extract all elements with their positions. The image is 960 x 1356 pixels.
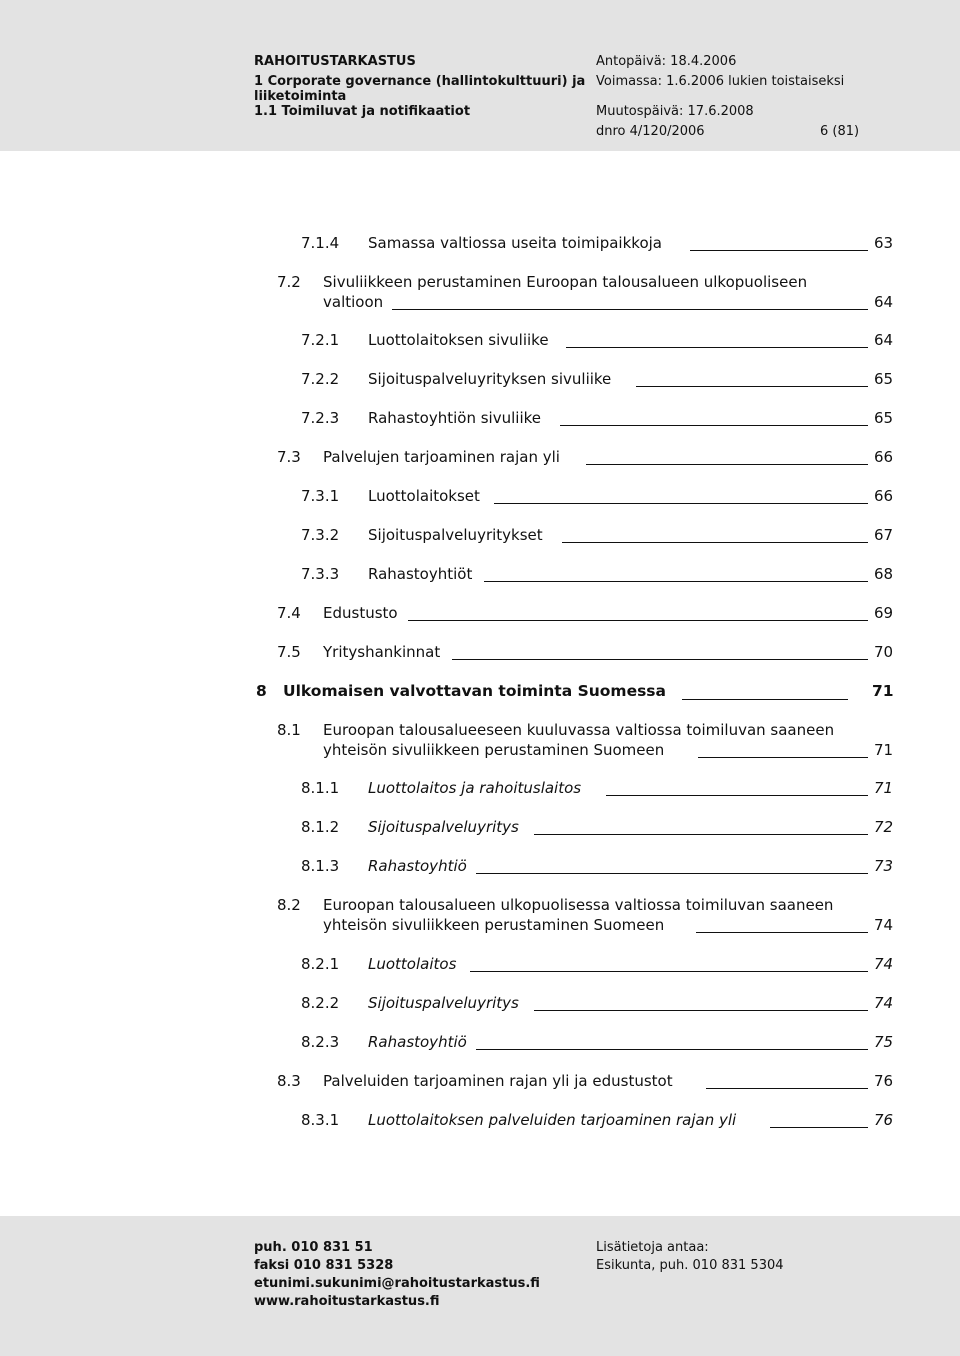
toc-number: 7.3.1: [301, 487, 340, 505]
toc-number: 8.2.1: [301, 955, 340, 973]
toc-label: Rahastoyhtiö: [368, 857, 467, 875]
toc-page: 74: [874, 955, 894, 973]
toc-number: 7.1.4: [301, 234, 340, 252]
section-title: 1.1 Toimiluvat ja notifikaatiot: [254, 104, 471, 119]
toc-page: 63: [874, 234, 894, 252]
toc-leader: [534, 834, 868, 835]
toc-label: Samassa valtiossa useita toimipaikkoja: [368, 234, 662, 252]
toc-leader: [562, 542, 868, 543]
toc-number: 8.3: [277, 1072, 301, 1090]
toc-label: Sijoituspalveluyritys: [368, 994, 519, 1012]
toc-page: 76: [874, 1111, 894, 1129]
toc-leader: [698, 757, 868, 758]
footer-website[interactable]: www.rahoitustarkastus.fi: [254, 1294, 440, 1309]
toc-page: 70: [874, 643, 894, 661]
toc-label: Rahastoyhtiöt: [368, 565, 473, 583]
toc-number: 7.2.1: [301, 331, 340, 349]
footer-email[interactable]: etunimi.sukunimi@rahoitustarkastus.fi: [254, 1276, 540, 1291]
toc-leader: [682, 699, 848, 700]
toc-label: Sivuliikkeen perustaminen Euroopan talousalueen ulkopuoliseen: [323, 273, 808, 291]
toc-number: 7.3.3: [301, 565, 340, 583]
toc-leader: [494, 503, 868, 504]
toc-label: Euroopan talousalueen ulkopuolisessa valtiossa toimiluvan saaneen: [323, 896, 834, 914]
toc-label: Rahastoyhtiö: [368, 1033, 467, 1051]
toc-leader: [534, 1010, 868, 1011]
toc-number: 8: [256, 682, 267, 700]
toc-page: 68: [874, 565, 894, 583]
page-header: [0, 0, 960, 151]
toc-label: Palvelujen tarjoaminen rajan yli: [323, 448, 560, 466]
footer-info-label: Lisätietoja antaa:: [596, 1240, 709, 1255]
toc-number: 7.3: [277, 448, 301, 466]
toc-page: 74: [874, 994, 894, 1012]
toc-page: 64: [874, 331, 894, 349]
footer-info-contact: Esikunta, puh. 010 831 5304: [596, 1258, 784, 1273]
toc-label: Palveluiden tarjoaminen rajan yli ja edustustot: [323, 1072, 673, 1090]
toc-page: 71: [872, 682, 894, 700]
toc-label-continued: valtioon: [323, 293, 384, 311]
toc-label: Edustusto: [323, 604, 398, 622]
toc-page: 64: [874, 293, 894, 311]
toc-leader: [476, 873, 868, 874]
toc-label: Sijoituspalveluyritykset: [368, 526, 543, 544]
footer-phone: puh. 010 831 51: [254, 1240, 373, 1255]
toc-label-continued: yhteisön sivuliikkeen perustaminen Suomeen: [323, 916, 665, 934]
toc-number: 7.3.2: [301, 526, 340, 544]
toc-number: 8.1.1: [301, 779, 340, 797]
footer-fax: faksi 010 831 5328: [254, 1258, 394, 1273]
toc-leader: [484, 581, 868, 582]
toc-number: 7.2.2: [301, 370, 340, 388]
toc-label: Luottolaitos ja rahoituslaitos: [368, 779, 582, 797]
toc-number: 7.4: [277, 604, 301, 622]
chapter-title-line2: liiketoiminta: [254, 89, 347, 104]
toc-number: 8.3.1: [301, 1111, 340, 1129]
toc-leader: [560, 425, 868, 426]
toc-page: 74: [874, 916, 894, 934]
toc-leader: [470, 971, 868, 972]
company-name: RAHOITUSTARKASTUS: [254, 54, 416, 69]
modified-date: Muutospäivä: 17.6.2008: [596, 104, 754, 119]
toc-label-continued: yhteisön sivuliikkeen perustaminen Suomeen: [323, 741, 665, 759]
toc-label: Sijoituspalveluyrityksen sivuliike: [368, 370, 612, 388]
toc-page: 67: [874, 526, 894, 544]
issued-date: Antopäivä: 18.4.2006: [596, 54, 737, 69]
toc-number: 8.1.3: [301, 857, 340, 875]
toc-leader: [696, 932, 868, 933]
toc-page: 69: [874, 604, 894, 622]
toc-label: Rahastoyhtiön sivuliike: [368, 409, 541, 427]
toc-page: 65: [874, 370, 894, 388]
toc-label: Euroopan talousalueeseen kuuluvassa valtiossa toimiluvan saaneen: [323, 721, 835, 739]
toc-page: 65: [874, 409, 894, 427]
page-number: 6 (81): [820, 124, 860, 139]
toc-label: Luottolaitoksen sivuliike: [368, 331, 549, 349]
toc-number: 8.2.3: [301, 1033, 340, 1051]
toc-leader: [452, 659, 868, 660]
toc-page: 75: [874, 1033, 894, 1051]
page-footer: [0, 1216, 960, 1356]
toc-page: 71: [874, 741, 894, 759]
toc-number: 7.5: [277, 643, 301, 661]
toc-label: Luottolaitokset: [368, 487, 480, 505]
in-force-date: Voimassa: 1.6.2006 lukien toistaiseksi: [596, 74, 845, 89]
toc-page: 66: [874, 487, 894, 505]
toc-page: 76: [874, 1072, 894, 1090]
toc-label: Ulkomaisen valvottavan toiminta Suomessa: [283, 682, 666, 700]
toc-label: Yrityshankinnat: [323, 643, 441, 661]
toc-leader: [586, 464, 868, 465]
toc-number: 8.1.2: [301, 818, 340, 836]
toc-leader: [476, 1049, 868, 1050]
toc-leader: [566, 347, 868, 348]
toc-leader: [770, 1127, 868, 1128]
toc-page: 66: [874, 448, 894, 466]
toc-label: Luottolaitos: [368, 955, 457, 973]
toc-number: 7.2.3: [301, 409, 340, 427]
toc-leader: [690, 250, 868, 251]
chapter-title-line1: 1 Corporate governance (hallintokulttuuri) ja: [254, 74, 586, 89]
toc-label: Luottolaitoksen palveluiden tarjoaminen rajan yli: [368, 1111, 737, 1129]
toc-number: 8.2.2: [301, 994, 340, 1012]
toc-leader: [706, 1088, 868, 1089]
toc-page: 73: [874, 857, 894, 875]
reference-number: dnro 4/120/2006: [596, 124, 705, 139]
toc-leader: [606, 795, 868, 796]
toc-number: 7.2: [277, 273, 301, 291]
toc-page: 72: [874, 818, 894, 836]
toc-label: Sijoituspalveluyritys: [368, 818, 519, 836]
toc-leader: [408, 620, 868, 621]
toc-leader: [392, 309, 868, 310]
toc-number: 8.1: [277, 721, 301, 739]
toc-number: 8.2: [277, 896, 301, 914]
toc-page: 71: [874, 779, 894, 797]
toc-leader: [636, 386, 868, 387]
